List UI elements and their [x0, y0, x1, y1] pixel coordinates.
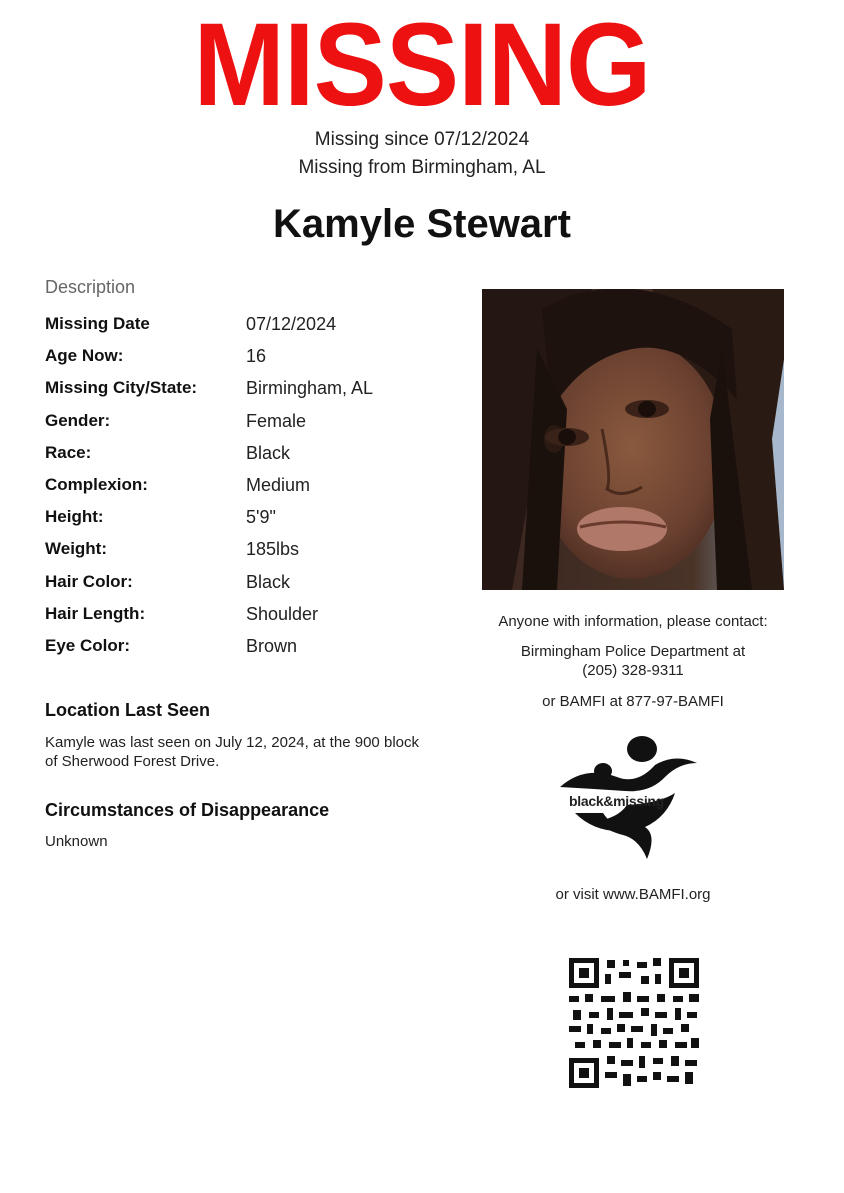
detail-value: 5'9"	[246, 507, 276, 528]
detail-row-hair-color	[45, 572, 445, 604]
logo-wordmark: black&missing	[569, 793, 664, 809]
contact-agency-phone: (205) 328-9311	[582, 662, 684, 679]
detail-label: Hair Color:	[45, 571, 133, 591]
location-text: Kamyle was last seen on July 12, 2024, at the 900 block of Sherwood Forest Drive.	[45, 734, 419, 770]
detail-value: Birmingham, AL	[246, 378, 374, 399]
detail-row-hair-length	[45, 604, 445, 636]
detail-value: 185lbs	[246, 539, 300, 560]
detail-value: Brown	[246, 635, 298, 656]
description-details	[45, 314, 445, 668]
detail-row-weight	[45, 539, 445, 571]
contact-bamfi: or BAMFI at 877-97-BAMFI	[542, 693, 724, 710]
person-photo	[482, 289, 784, 590]
missing-from-text: Missing from Birmingham, AL	[298, 157, 546, 178]
detail-label: Age Now:	[45, 346, 124, 366]
contact-visit-website[interactable]: or visit www.BAMFI.org	[555, 886, 711, 903]
qr-code[interactable]	[567, 956, 701, 1090]
detail-value: 07/12/2024	[246, 314, 337, 334]
detail-row-eye-color	[45, 636, 445, 668]
detail-label: Race:	[45, 442, 92, 462]
circumstances-text: Unknown	[45, 833, 108, 850]
detail-row-missing-date	[45, 314, 445, 346]
detail-label: Missing Date	[45, 314, 150, 333]
detail-value: Medium	[246, 474, 311, 495]
detail-label: Missing City/State:	[45, 378, 198, 398]
contact-prompt: Anyone with information, please contact:	[498, 613, 768, 630]
detail-value: Shoulder	[246, 603, 319, 624]
detail-value: Female	[246, 410, 307, 431]
contact-agency: Birmingham Police Department at	[520, 643, 746, 660]
detail-row-city-state	[45, 378, 445, 410]
detail-label: Gender:	[45, 410, 111, 430]
location-heading: Location Last Seen	[45, 700, 211, 720]
detail-label: Complexion:	[45, 474, 148, 494]
person-name: Kamyle Stewart	[273, 202, 571, 246]
detail-row-gender	[45, 411, 445, 443]
detail-value: Black	[246, 571, 291, 592]
description-label: Description	[45, 277, 136, 297]
missing-since-text: Missing since 07/12/2024	[314, 129, 530, 150]
missing-headline: MISSING	[193, 0, 651, 131]
detail-row-age-now	[45, 346, 445, 378]
detail-row-height	[45, 507, 445, 539]
detail-row-race	[45, 443, 445, 475]
qr-code-icon	[567, 956, 701, 1090]
detail-label: Weight:	[45, 539, 108, 559]
detail-row-complexion	[45, 475, 445, 507]
circumstances-heading: Circumstances of Disappearance	[45, 800, 330, 820]
detail-label: Eye Color:	[45, 635, 131, 655]
detail-value: Black	[246, 442, 291, 463]
detail-value: 16	[246, 346, 267, 367]
black-and-missing-logo	[555, 735, 705, 865]
detail-label: Height:	[45, 507, 104, 527]
detail-label: Hair Length:	[45, 603, 146, 623]
